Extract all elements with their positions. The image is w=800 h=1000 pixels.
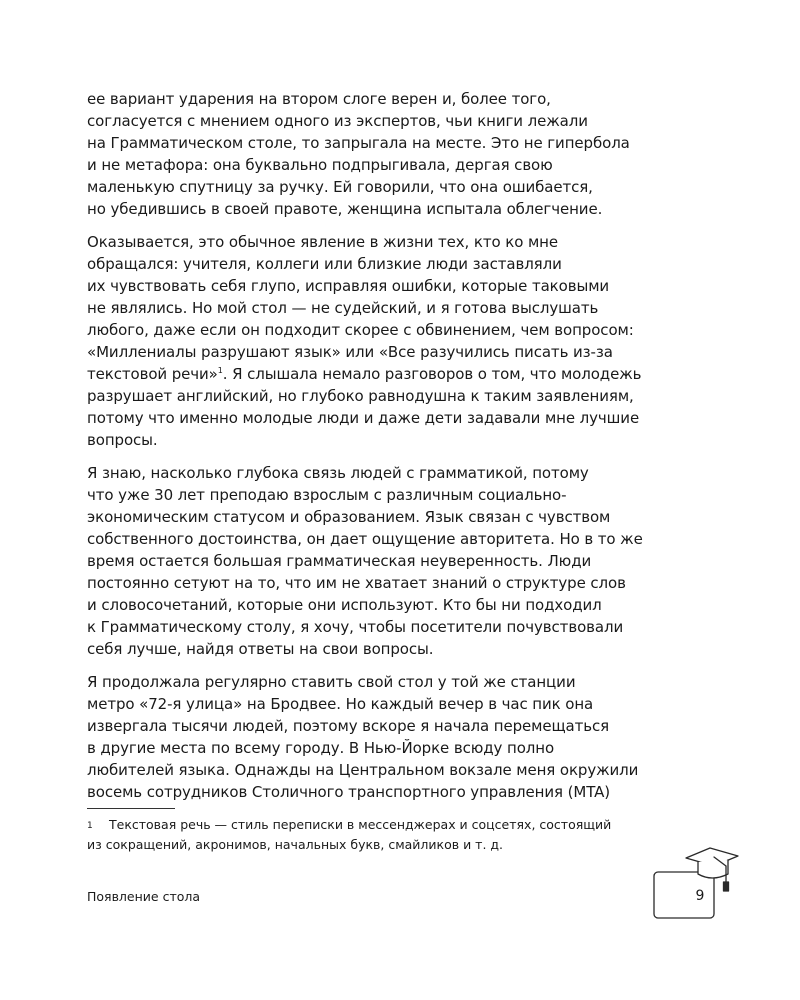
body-text: [87, 88, 687, 814]
text-line: любителей языка. Однажды на Центральном вокзале меня окружили: [87, 761, 639, 779]
text-line: [87, 363, 687, 385]
text-line: себя лучше, найдя ответы на свои вопросы.: [87, 640, 434, 658]
text-line: в другие места по всему городу. В Нью-Йорке всюду полно: [87, 739, 555, 757]
footnote-reference[interactable]: 1: [217, 366, 223, 375]
text-line: ее вариант ударения на втором слоге верен и, более того,: [87, 90, 551, 108]
footnote-text: Текстовая речь — стиль переписки в мессенджерах и соцсетях, состоящий: [109, 817, 612, 832]
footnote-divider: [87, 808, 175, 809]
running-head: Появление стола: [87, 889, 201, 904]
text-line: и словосочетаний, которые они используют. Кто бы ни подходил: [87, 596, 602, 614]
text-line: извергала тысячи людей, поэтому вскоре я начала перемещаться: [87, 717, 610, 735]
paragraph: [87, 88, 687, 220]
footnote-line: из сокращений, акронимов, начальных букв, смайликов и т. д.: [87, 837, 504, 852]
text-segment: . Я слышала немало разговоров о том, что молодежь: [222, 365, 642, 383]
footnote-line: [87, 815, 687, 835]
paragraph: [87, 231, 687, 451]
text-line: Я продолжала регулярно ставить свой стол у той же станции: [87, 673, 576, 691]
text-line: время остается большая грамматическая неуверенность. Люди: [87, 552, 592, 570]
text-line: собственного достоинства, он дает ощущение авторитета. Но в то же: [87, 530, 643, 548]
text-line: разрушает английский, но глубоко равнодушна к таким заявлениям,: [87, 387, 634, 405]
text-line: метро «72-я улица» на Бродвее. Но каждый вечер в час пик она: [87, 695, 594, 713]
text-line: на Грамматическом столе, то запрыгала на месте. Это не гипербола: [87, 134, 630, 152]
text-segment: текстовой речи»: [87, 365, 218, 383]
text-line: согласуется с мнением одного из экспертов, чьи книги лежали: [87, 112, 588, 130]
text-line: постоянно сетуют на то, что им не хватает знаний о структуре слов: [87, 574, 626, 592]
text-line: не являлись. Но мой стол — не судейский, и я готова выслушать: [87, 299, 599, 317]
text-line: их чувствовать себя глупо, исправляя ошибки, которые таковыми: [87, 277, 610, 295]
text-line: вопросы.: [87, 431, 158, 449]
text-line: любого, даже если он подходит скорее с обвинением, чем вопросом:: [87, 321, 634, 339]
footnote-number: 1: [87, 821, 93, 831]
text-line: и не метафора: она буквально подпрыгивала, дергая свою: [87, 156, 553, 174]
tassel-end-shape: [724, 882, 729, 891]
paragraph: [87, 671, 687, 803]
text-line: Оказывается, это обычное явление в жизни тех, кто ко мне: [87, 233, 558, 251]
text-line: «Миллениалы разрушают язык» или «Все разучились писать из-за: [87, 343, 613, 361]
text-line: восемь сотрудников Столичного транспортного управления (MTA): [87, 783, 611, 801]
footnote: [87, 815, 687, 855]
text-line: экономическим статусом и образованием. Язык связан с чувством: [87, 508, 611, 526]
laptop-graduation-cap-icon: [648, 844, 744, 924]
paragraph: [87, 462, 687, 660]
text-line: маленькую спутницу за ручку. Ей говорили, что она ошибается,: [87, 178, 593, 196]
text-line: Я знаю, насколько глубока связь людей с грамматикой, потому: [87, 464, 589, 482]
text-line: но убедившись в своей правоте, женщина испытала облегчение.: [87, 200, 603, 218]
text-line: что уже 30 лет преподаю взрослым с различным социально-: [87, 486, 567, 504]
text-line: потому что именно молодые люди и даже дети задавали мне лучшие: [87, 409, 640, 427]
page-number: 9: [695, 888, 705, 904]
text-line: обращался: учителя, коллеги или близкие люди заставляли: [87, 255, 562, 273]
cap-base-shape: [698, 860, 728, 878]
text-line: к Грамматическому столу, я хочу, чтобы посетители почувствовали: [87, 618, 624, 636]
